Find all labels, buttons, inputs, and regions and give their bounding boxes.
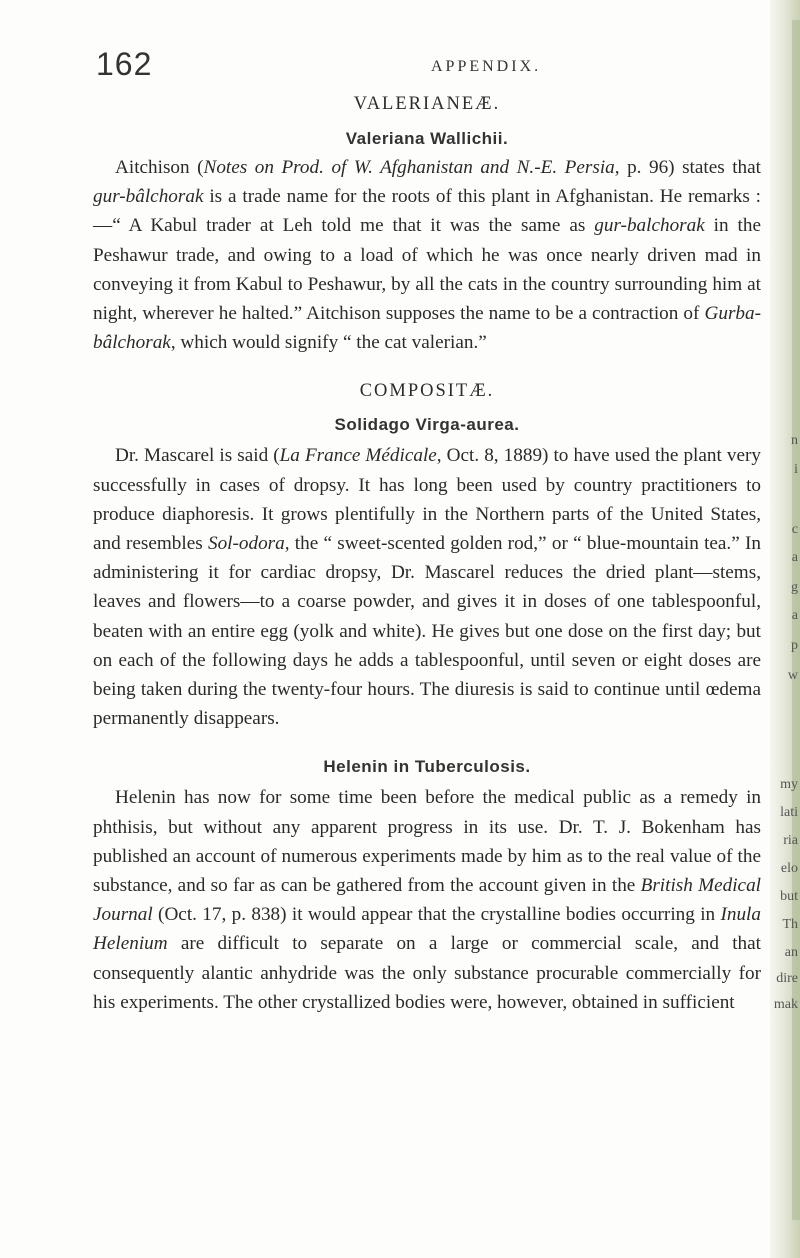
section-title: COMPOSITÆ. <box>359 381 495 402</box>
term: Gurba-bâlchorak <box>93 303 761 354</box>
facing-page-fragment: an <box>784 945 798 960</box>
text-run: (Oct. 17, p. 838) it would appear that the crystalline bodies occurring in <box>152 904 721 926</box>
facing-page-fragment: dire <box>776 971 798 986</box>
facing-page-fragment: lati <box>780 805 798 820</box>
page-number: 162 <box>96 46 153 82</box>
facing-page-fragment: p <box>791 638 798 653</box>
facing-page-fragment: elo <box>780 861 798 876</box>
paragraph <box>93 783 761 1017</box>
text-run: , which would signify “ the cat valerian.” <box>170 332 487 354</box>
page-body <box>93 90 761 1017</box>
text-run: are difficult to separate on a large or commercial scale, and that consequently alantic anhydride was the only substance procurable commercially for his experiments. The other crystallized bodies were, however, obtained in sufficient <box>93 933 761 1013</box>
facing-page-fragment: Th <box>782 917 798 932</box>
facing-page-fragment: my <box>780 777 798 792</box>
facing-page-fragment: a <box>791 550 798 565</box>
citation: British Medical Journal <box>93 875 762 926</box>
term: gur-bâlchorak <box>93 186 204 208</box>
citation: Notes on Prod. of W. Afghanistan and N.-E. Persia <box>203 157 615 178</box>
facing-page-edge <box>770 0 800 1258</box>
facing-page-fragment: c <box>791 522 798 537</box>
text-run: in the Peshawur trade, and owing to a load of which he was once nearly driven mad in conveying it from Kabul to Peshawur, by all the cats in the country surrounding him at night, wherever he halted.” Aitchison supposes the name to be a contraction of <box>93 215 761 325</box>
text-run: Dr. Mascarel is said ( <box>115 445 280 467</box>
facing-page-fragment: ria <box>783 833 798 848</box>
text-run: is a trade name for the roots of this plant in Afghanistan. He remarks :—“ A Kabul trader at Leh told me that it was the same as <box>93 186 761 237</box>
paragraph <box>93 153 761 357</box>
subsection-title: Valeriana Wallichii. <box>345 129 509 148</box>
text-run: , p. 96) states that <box>614 157 761 178</box>
facing-page-fragment: a <box>791 608 798 623</box>
subsection-title: Solidago Virga-aurea. <box>334 415 520 435</box>
text-run: Aitchison ( <box>115 157 204 178</box>
paragraph <box>93 441 761 733</box>
citation: La France Médicale <box>279 445 437 467</box>
facing-page-fragment: n <box>791 433 798 448</box>
text-run: , Oct. 8, 1889) to have used the plant very successfully in cases of dropsy. It has long been used by country practitioners to produce diaphoresis. It grows plentifully in the Northern parts of the United States, and resembles <box>93 445 761 555</box>
text-run: , the “ sweet-scented golden rod,” or “ blue-mountain tea.” In administering it for cardiac dropsy, Dr. Mascarel reduces the dried plant—stems, leaves and flowers—to a coarse powder, and gives it in doses of one tablespoonful, beaten with an entire egg (yolk and white). He gives but one dose on the first day; but on each of the following days he adds a tablespoonful, until seven or eight doses are being taken during the twenty-four hours. The diuresis is said to continue until œdema permanently disappears. <box>93 533 761 730</box>
facing-page-fragment: w <box>787 668 798 683</box>
running-head: APPENDIX. <box>431 58 542 75</box>
subsection-title: Helenin in Tuberculosis. <box>323 757 531 777</box>
term: Inula Helenium <box>93 904 761 955</box>
term: Sol-odora <box>207 533 285 555</box>
facing-page-fragment: i <box>794 462 798 477</box>
page-header <box>96 46 756 86</box>
facing-page-fragment: g <box>791 580 798 595</box>
text-run: Helenin has now for some time been before the medical public as a remedy in phthisis, but without any apparent progress in its use. Dr. T. J. Bokenham has published an account of numerous experiments made by him as to the real value of the substance, and so far as can be gathered from the account given in the <box>93 787 761 897</box>
term: gur-balchorak <box>594 215 705 237</box>
facing-page-fragment: mak <box>773 997 798 1012</box>
section-title: VALERIANEÆ. <box>353 94 501 114</box>
facing-page-fragment: but <box>780 889 798 904</box>
